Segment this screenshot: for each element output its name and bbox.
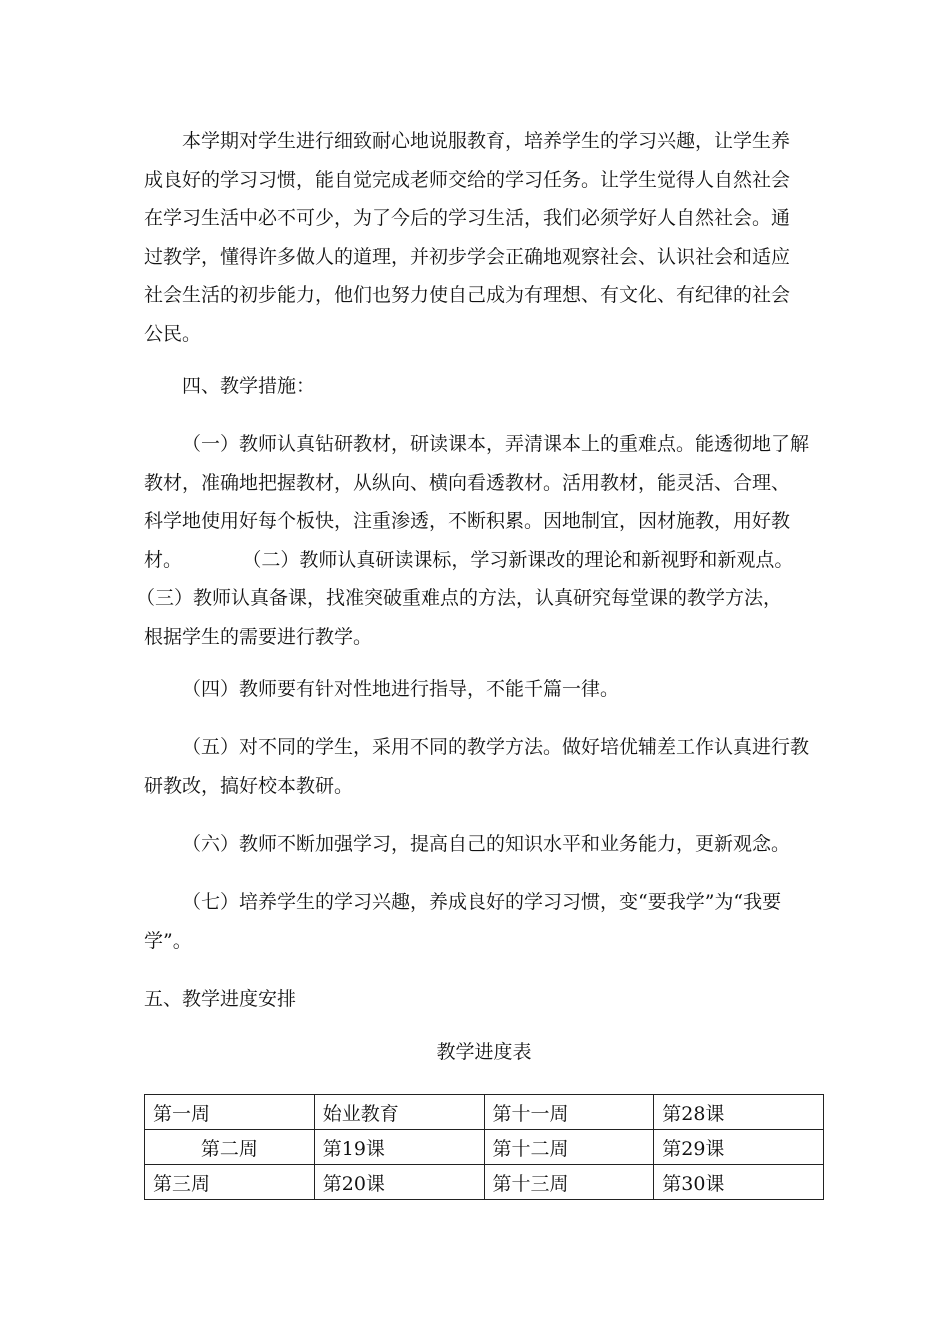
paragraph-differentiation bbox=[144, 728, 810, 805]
text-line: 在学习生活中必不可少，为了今后的学习生活，我们必须学好人自然社会。通 bbox=[144, 207, 791, 230]
schedule-table bbox=[144, 1094, 824, 1200]
table-cell: 第19课 bbox=[314, 1130, 484, 1165]
table-cell: 第十二周 bbox=[484, 1130, 654, 1165]
text-line: （一）教师认真钻研教材，研读课本，弄清课本上的重难点。能透彻地了解 bbox=[182, 433, 810, 455]
table-cell: 第29课 bbox=[654, 1130, 824, 1165]
table-cell: 第十一周 bbox=[484, 1095, 654, 1130]
table-cell: 第28课 bbox=[654, 1095, 824, 1130]
paragraph-interest bbox=[144, 883, 806, 960]
paragraph-measures bbox=[136, 425, 810, 657]
text-line: （四）教师要有针对性地进行指导，不能千篇一律。 bbox=[182, 678, 620, 700]
paragraph-guidance bbox=[144, 670, 806, 709]
text-line: 根据学生的需要进行教学。 bbox=[144, 625, 373, 648]
text-line: （七）培养学生的学习兴趣，养成良好的学习习惯，变“要我学”为“我要 bbox=[182, 891, 782, 913]
paragraph-learning bbox=[144, 825, 806, 864]
text-line: 公民。 bbox=[144, 322, 202, 345]
table-cell: 第20课 bbox=[314, 1165, 484, 1200]
table-cell: 第二周 bbox=[145, 1130, 315, 1165]
section-heading-schedule bbox=[144, 980, 806, 1019]
table-cell: 始业教育 bbox=[314, 1095, 484, 1130]
heading-text: 五、教学进度安排 bbox=[144, 988, 297, 1010]
text-line: 教材，准确地把握教材，从纵向、横向看透教材。活用教材，能灵活、合理、 bbox=[144, 471, 791, 494]
table-cell: 第十三周 bbox=[484, 1165, 654, 1200]
text-line: 研教改，搞好校本教研。 bbox=[144, 774, 354, 797]
heading-text: 四、教学措施： bbox=[182, 375, 316, 397]
text-line: 社会生活的初步能力，他们也努力使自己成为有理想、有文化、有纪律的社会 bbox=[144, 284, 791, 307]
paragraph-goals bbox=[144, 122, 806, 354]
table-row bbox=[145, 1130, 824, 1165]
text-line: （三）教师认真备课，找准突破重难点的方法，认真研究每堂课的教学方法， bbox=[136, 587, 783, 610]
text-line: （五）对不同的学生，采用不同的教学方法。做好培优辅差工作认真进行教 bbox=[182, 736, 810, 758]
text-line: 本学期对学生进行细致耐心地说服教育，培养学生的学习兴趣，让学生养 bbox=[182, 130, 791, 152]
text-line: 过教学，懂得许多做人的道理，并初步学会正确地观察社会、认识社会和适应 bbox=[144, 245, 791, 268]
table-row bbox=[145, 1095, 824, 1130]
table-row bbox=[145, 1165, 824, 1200]
table-cell: 第30课 bbox=[654, 1165, 824, 1200]
text-line: 材。 （二）教师认真研读课标，学习新课改的理论和新视野和新观点。 bbox=[144, 548, 794, 571]
table-cell: 第三周 bbox=[145, 1165, 315, 1200]
text-line: 科学地使用好每个板快，注重渗透，不断积累。因地制宜，因材施教，用好教 bbox=[144, 510, 791, 533]
section-heading-measures bbox=[144, 367, 806, 406]
table-title: 教学进度表 bbox=[436, 1041, 532, 1063]
text-line: 学”。 bbox=[144, 929, 192, 952]
text-line: （六）教师不断加强学习，提高自己的知识水平和业务能力，更新观念。 bbox=[182, 833, 791, 855]
table-cell: 第一周 bbox=[145, 1095, 315, 1130]
text-line: 成良好的学习习惯，能自觉完成老师交给的学习任务。让学生觉得人自然社会 bbox=[144, 168, 791, 191]
